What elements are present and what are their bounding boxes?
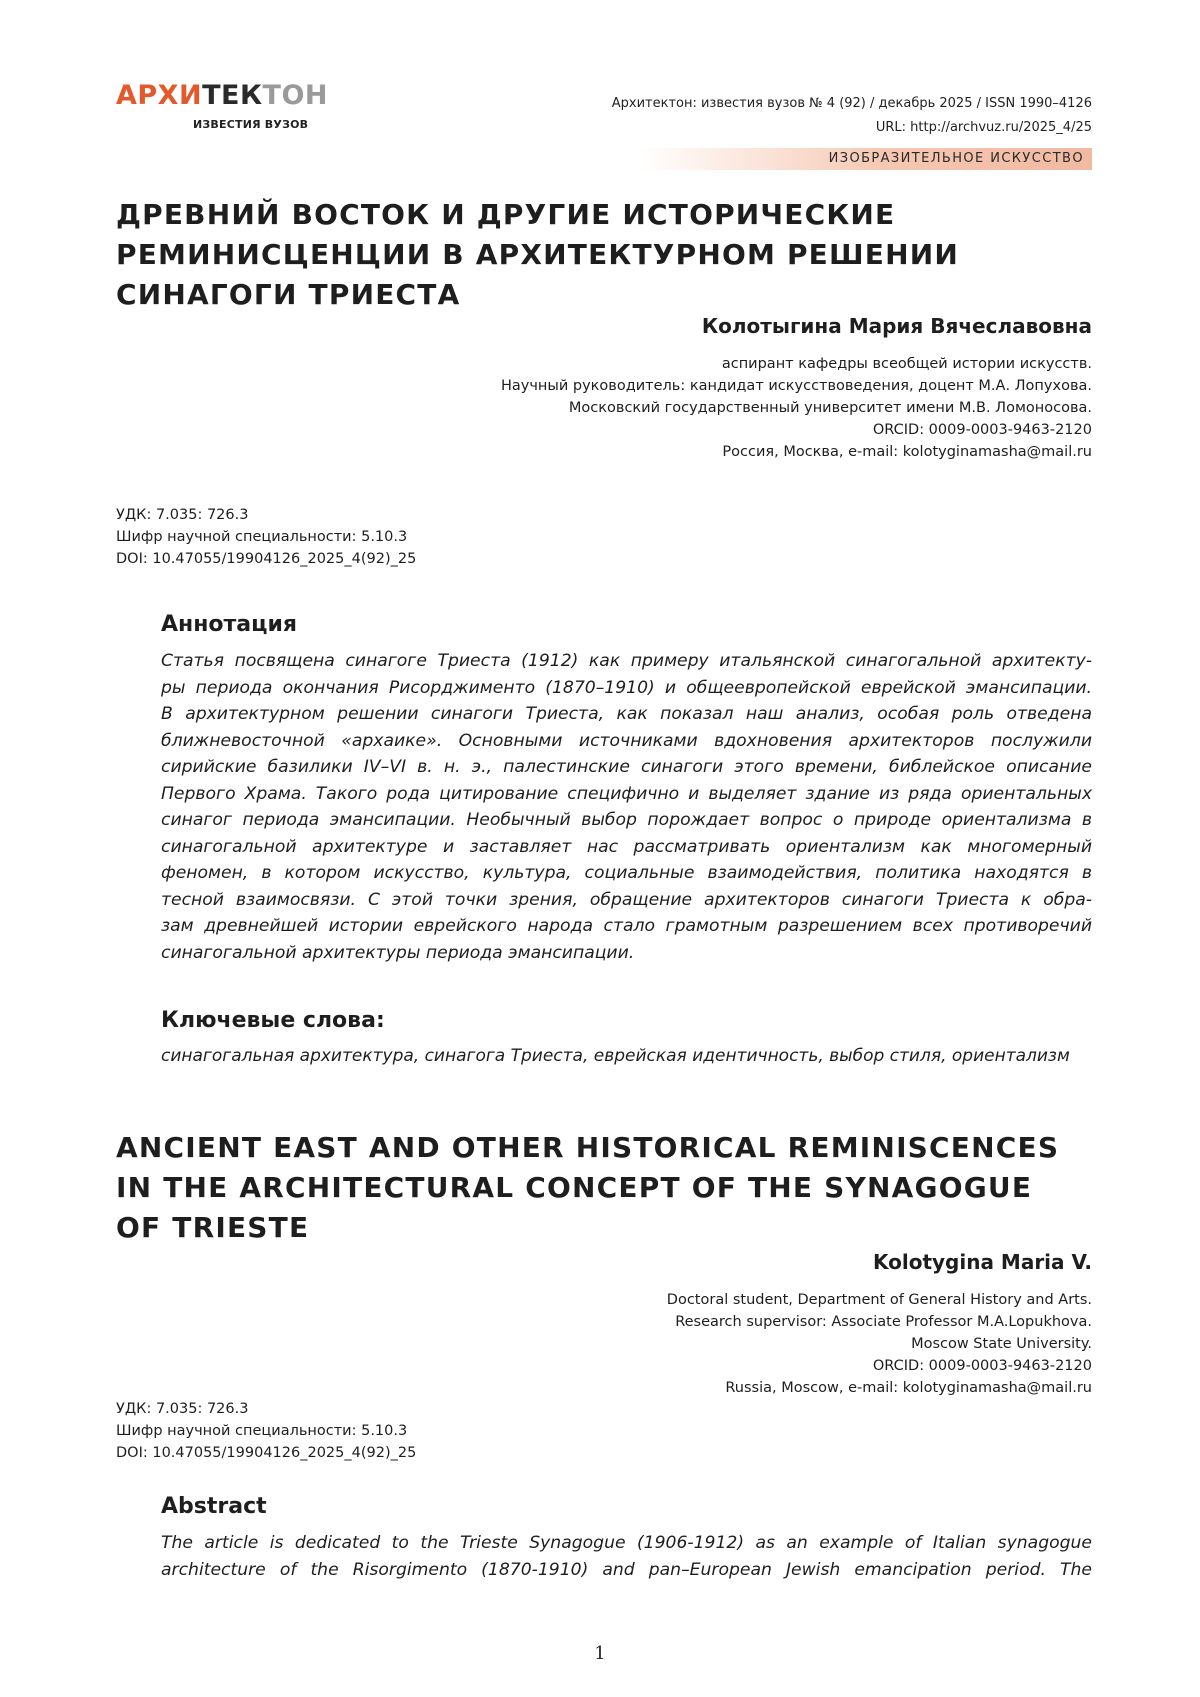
page-title-ru [116,195,1076,315]
text-line: синагогальной архитектуре и заставляет нас рассматривать ориентализм как многомерный [161,836,1092,857]
author-name-en: Kolotygina Maria V. [872,1250,1092,1274]
annotation-heading: Аннотация [161,612,297,637]
specialty-code-line: Шифр научной специальности: 5.10.3 [116,529,408,545]
text-line: В архитектурном решении синагоги Триеста, как показал наш анализ, особая роль отведена [161,704,1092,724]
section-badge: ИЗОБРАЗИТЕЛЬНОЕ ИСКУССТВО [639,148,1092,170]
logo-subtitle: ИЗВЕСТИЯ ВУЗОВ [193,118,309,131]
logo-part-orange: АРХИ [116,80,203,111]
text-line: ближневосточной «архаике». Основными источниками вдохновения архитекторов послужили [161,730,1092,751]
text-line: Первого Храма. Такого рода цитирование специфично и выделяет здание из ряда ориентальных [161,783,1092,804]
author-name-ru: Колотыгина Мария Вячеславовна [701,314,1092,338]
title-line: СИНАГОГИ ТРИЕСТА [116,278,461,311]
text-line: Статья посвящена синагоге Триеста (1912) как примеру итальянской синагогальной архитекту- [161,651,1092,671]
text-line: ры периода окончания Рисорджименто (1870–1910) и общеевропейской еврейской эмансипации. [161,677,1092,698]
author-affiliation-en [667,1289,1092,1399]
text-line: тесной взаимосвязи. С этой точки зрения, обращение архитекторов синагоги Триеста к обра- [161,889,1092,910]
doi-line[interactable]: DOI: 10.47055/19904126_2025_4(92)_25 [116,551,417,567]
text-line: синагог периода эмансипации. Необычный выбор порождает вопрос о природе ориентализма в [161,810,1092,830]
email-line[interactable]: Russia, Moscow, e-mail: kolotyginamasha@mail.ru [725,1380,1092,1396]
article-meta-ru [116,504,416,570]
page-title-en [116,1128,1076,1248]
udc-line: УДК: 7.035: 726.3 [116,1401,249,1417]
title-line: ANCIENT EAST AND OTHER HISTORICAL REMINISCENCES [116,1131,1060,1164]
title-line: РЕМИНИСЦЕНЦИИ В АРХИТЕКТУРНОМ РЕШЕНИИ [116,238,960,271]
journal-logo [116,82,328,109]
doi-line[interactable]: DOI: 10.47055/19904126_2025_4(92)_25 [116,1445,417,1461]
abstract-text [161,1530,1092,1583]
affiliation-line: Московский государственный университет имени М.В. Ломоносова. [568,400,1092,416]
affiliation-line: Научный руководитель: кандидат искусствоведения, доцент М.А. Лопухова. [500,378,1092,394]
affiliation-line: Moscow State University. [911,1336,1092,1352]
title-line: OF TRIESTE [116,1211,310,1244]
logo-part-gray: ТОН [262,80,329,111]
keywords-heading: Ключевые слова: [161,1008,385,1033]
specialty-code-line: Шифр научной специальности: 5.10.3 [116,1423,408,1439]
affiliation-line: Research supervisor: Associate Professor M.A.Lopukhova. [675,1314,1092,1330]
affiliation-line: аспирант кафедры всеобщей истории искусств. [721,356,1092,372]
udc-line: УДК: 7.035: 726.3 [116,507,249,523]
logo-part-dark: ТЕК [202,80,263,111]
orcid-line[interactable]: ORCID: 0009-0003-9463-2120 [872,422,1092,438]
orcid-line[interactable]: ORCID: 0009-0003-9463-2120 [872,1358,1092,1374]
text-line: феномен, в котором искусство, культура, социальные взаимодействия, политика находятся в [161,863,1092,883]
title-line: ДРЕВНИЙ ВОСТОК И ДРУГИЕ ИСТОРИЧЕСКИЕ [116,198,896,231]
journal-issue-line: Архитектон: известия вузов № 4 (92) / декабрь 2025 / ISSN 1990–4126 [611,96,1092,111]
keywords-text: синагогальная архитектура, синагога Триеста, еврейская идентичность, выбор стиля, ориентализм [161,1046,1070,1066]
page-number: 1 [594,1643,606,1664]
abstract-heading: Abstract [161,1494,267,1519]
text-line: architecture of the Risorgimento (1870-1910) and pan–European Jewish emancipation period. The [161,1559,1092,1580]
text-line: The article is dedicated to the Trieste Synagogue (1906-1912) as an example of Italian synagogue [161,1533,1092,1553]
author-affiliation-ru [501,353,1092,463]
article-meta-en [116,1398,416,1464]
text-line: синагогальной архитектуры периода эмансипации. [161,942,635,963]
title-line: IN THE ARCHITECTURAL CONCEPT OF THE SYNAGOGUE [116,1171,1033,1204]
affiliation-line: Doctoral student, Department of General History and Arts. [666,1292,1092,1308]
text-line: сирийские базилики IV–VI в. н. э., палестинские синагоги этого времени, библейское описание [161,757,1092,777]
email-line[interactable]: Россия, Москва, e-mail: kolotyginamasha@mail.ru [722,444,1092,460]
article-url[interactable]: URL: http://archvuz.ru/2025_4/25 [875,120,1092,135]
annotation-text [161,648,1092,966]
text-line: зам древнейшей истории еврейского народа стало грамотным разрешением всех противоречий [161,916,1092,936]
